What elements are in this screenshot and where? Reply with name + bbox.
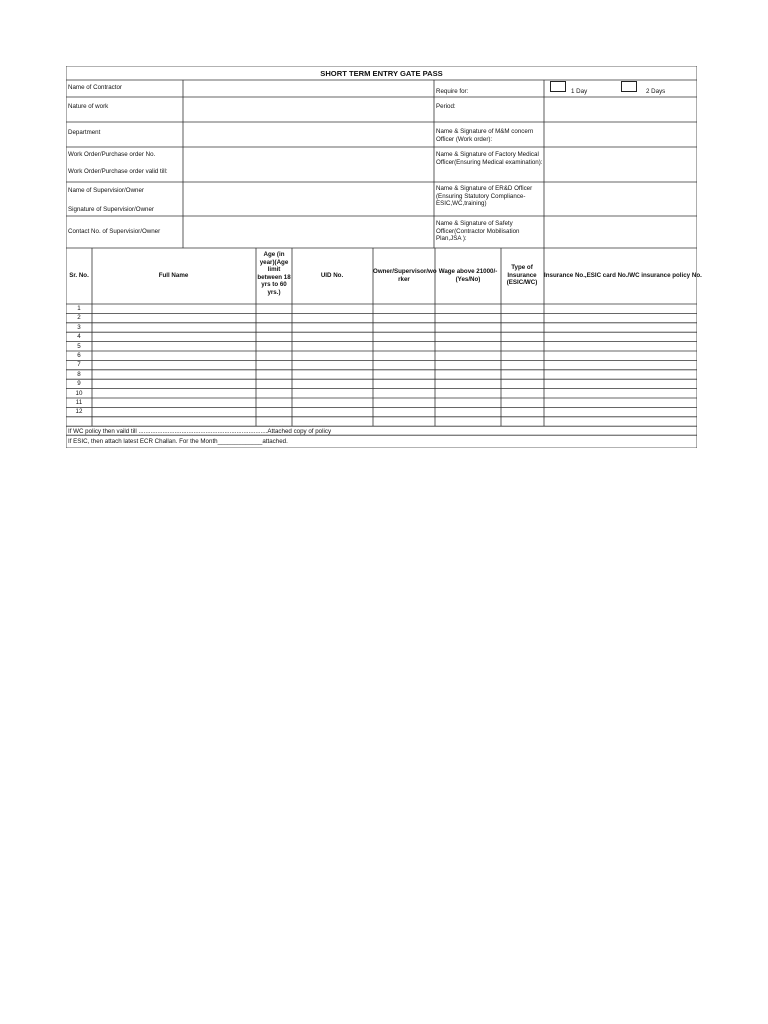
header-age: Age (in year)(Age limit between 18 yrs to 60 yrs.) (257, 251, 291, 296)
gate-pass-form (66, 66, 702, 448)
header-wage: Wage above 21000/- (Yes/No) (438, 268, 498, 283)
header-owner-supervisor-worker: Owner/Supervisor/wo rker (373, 268, 437, 283)
row-number: 7 (77, 361, 81, 369)
label-work-order-valid-till: Work Order/Purchase order valid till: (68, 168, 168, 175)
label-work-order-no: Work Order/Purchase order No. (68, 151, 156, 158)
label-mm-officer: Name & Signature of M&M concern Officer (Work order): (436, 128, 534, 143)
label-contractor-name: Name of Contractor (68, 84, 122, 91)
row-number: 11 (75, 399, 83, 406)
header-uid: UID No. (320, 272, 344, 279)
row-number: 2 (77, 314, 81, 322)
label-two-days: 2 Days (646, 88, 666, 95)
label-department: Department (68, 129, 101, 136)
row-number: 8 (77, 370, 81, 378)
label-require-for: Require for: (436, 88, 469, 95)
label-erd-officer: Name & Signature of ER&D Officer (Ensuring Statutory Compliance-ESIC,WC,training) (436, 185, 533, 208)
wc-policy-note: If WC policy then vaild till ...........................................................................Attached copy of policy (68, 428, 332, 435)
header-insurance-type: Type of Insurance (ESIC/WC) (506, 264, 538, 287)
row-number: 9 (77, 380, 81, 388)
form-title: SHORT TERM ENTRY GATE PASS (320, 69, 443, 78)
row-number: 3 (77, 323, 81, 331)
header-insurance-no: Insurance No.,ESIC card No./WC insurance policy No. (544, 272, 702, 279)
header-full-name: Full Name (158, 272, 189, 279)
label-supervisor-contact: Contact No. of Supervisior/Owner (68, 228, 161, 235)
two-days-checkbox[interactable] (621, 81, 637, 92)
label-safety-officer: Name & Signature of Safety Officer(Contractor Mobilisation Plan,JSA ): (436, 220, 520, 243)
row-number: 12 (75, 408, 83, 416)
label-period: Period: (436, 103, 456, 110)
label-nature-of-work: Nature of work (68, 103, 109, 110)
label-one-day: 1 Day (571, 88, 588, 95)
label-medical-officer: Name & Signature of Factory Medical Officer(Ensuring Medical examination): (436, 151, 543, 166)
esic-challan-note: If ESIC, then attach latest ECR Challan. For the Month_____________attached. (68, 438, 288, 445)
row-number: 5 (77, 342, 81, 350)
row-number: 10 (75, 389, 83, 397)
label-supervisor-name: Name of Supervisior/Owner (68, 187, 144, 194)
form-grid-lines (66, 66, 702, 448)
label-supervisor-signature: Signature of Supervisior/Owner (68, 206, 154, 213)
row-number: 1 (77, 305, 81, 312)
header-sr-no: Sr. No. (69, 272, 89, 279)
one-day-checkbox[interactable] (550, 81, 566, 92)
row-number: 4 (77, 333, 81, 341)
row-number: 6 (77, 352, 81, 359)
